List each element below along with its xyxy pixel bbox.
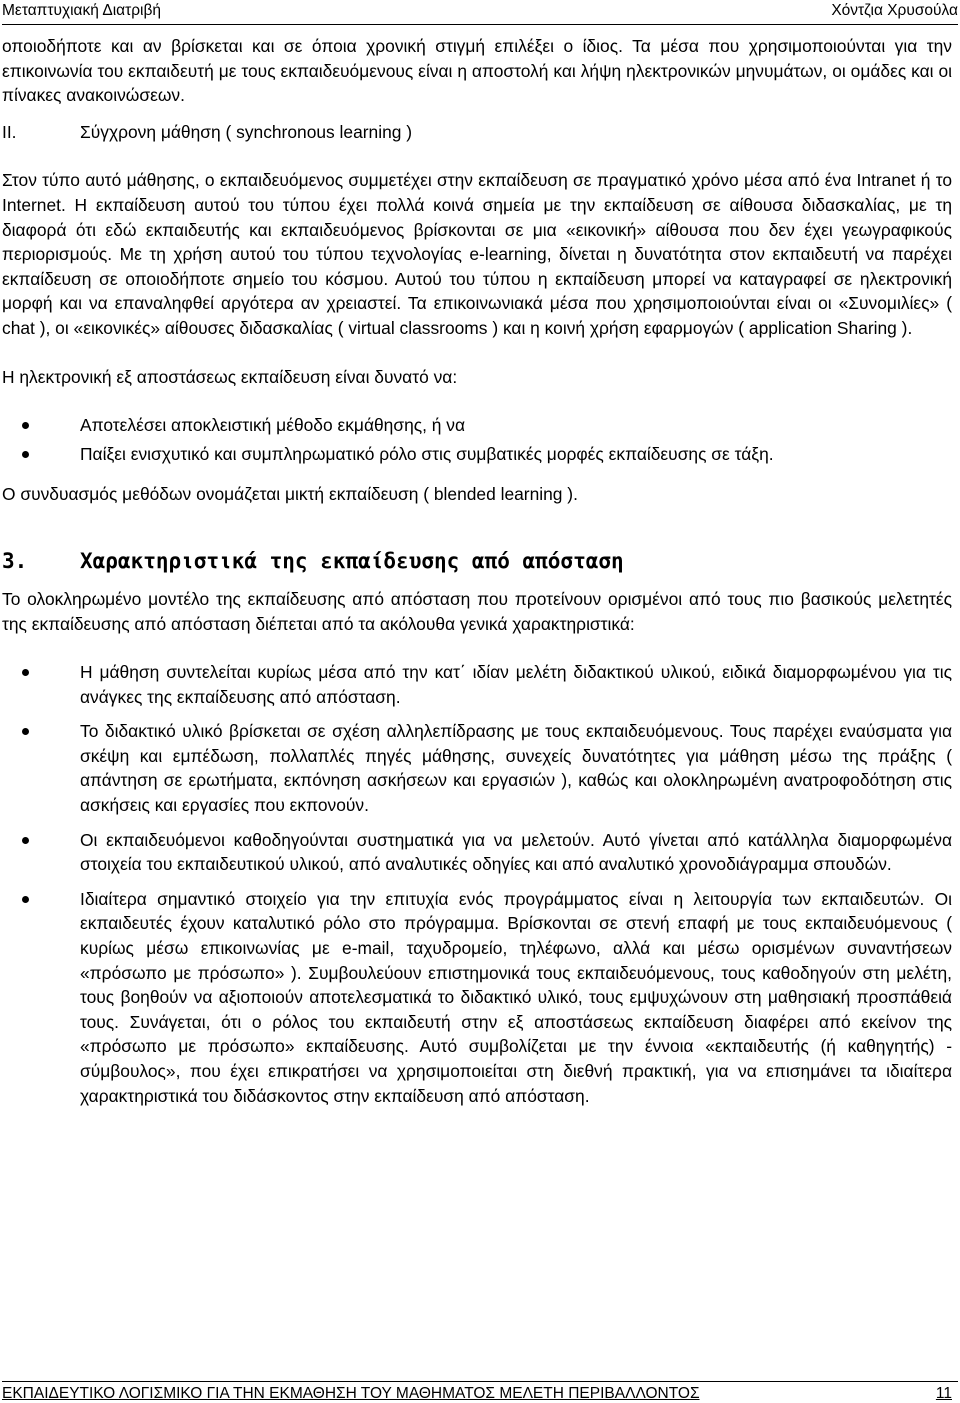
bullet-dot-icon [22,422,29,429]
list-item: Οι εκπαιδευόμενοι καθοδηγούνται συστηματικά για να μελετούν. Αυτό γίνεται από κατάλληλα διαμορφωμένα στοιχεία του εκπαιδευτικού υλικού, από αναλυτικές οδηγίες και από αναλυτικό χρονοδιάγραμμα σπουδών. [2,828,952,877]
subsection-number: II. [2,121,17,142]
bullet-dot-icon [22,896,29,903]
header-right-text: Χόντζια Χρυσούλα [831,2,958,19]
footer-title: ΕΚΠΑΙΔΕΥΤΙΚΟ ΛΟΓΙΣΜΙΚΟ ΓΙΑ ΤΗΝ ΕΚΜΑΘΗΣΗ ΤΟΥ ΜΑΘΗΜΑΤΟΣ ΜΕΛΕΤΗ ΠΕΡΙΒΑΛΛΟΝΤΟΣ [2,1385,700,1402]
blended-sentence: Ο συνδυασμός μεθόδων ονομάζεται μικτή εκπαίδευση ( blended learning ). [2,484,578,505]
sync-paragraph: Στον τύπο αυτό μάθησης, ο εκπαιδευόμενος συμμετέχει στην εκπαίδευση σε πραγματικό χρόνο μέσα από ένα Intranet ή το Internet. Η εκπαίδευση αυτού του τύπου έχει πολλά κοινά σημεία με την εκπαίδευση σε αίθουσα διδασκαλίας, με τη διαφορά ότι εδώ εκπαιδευτής και εκπαιδευόμενος βρίσκονται σε μια «εικονική» αίθουσα που δεν έχει γεωγραφικούς περιορισμούς. Με τη χρήση αυτού του τύπου τεχνολογίας e-learning, δίνεται η δυνατότητα στον εκπαιδευτή να παρέχει εκπαίδευση σε οποιοδήποτε σημείο του κόσμου. Αυτού του τύπου η εκπαίδευση μπορεί να καταγραφεί σε ηλεκτρονική μορφή και να επαναληφθεί αργότερα αν χρειαστεί. Τα επικοινωνιακά μέσα που χρησιμοποιούνται είναι οι «Συνομιλίες» ( chat ), οι «εικονικές» αίθουσες διδασκαλίας ( virtual classrooms ) και η κοινή χρήση εφαρμογών ( application Sharing ). [2,170,952,338]
characteristics-list [2,660,952,1108]
capability-intro: Η ηλεκτρονική εξ αποστάσεως εκπαίδευση είναι δυνατό να: [2,366,458,387]
section-intro-paragraph: Το ολοκληρωμένο μοντέλο της εκπαίδευσης από απόσταση που προτείνουν ορισμένοι από τους πιο βασικούς μελετητές της εκπαίδευσης από απόσταση διέπεται από τα ακόλουθα γενικά χαρακτηριστικά: [2,588,952,634]
page-header [2,0,958,25]
list-item: Η μάθηση συντελείται κυρίως μέσα από την κατ΄ ιδίαν μελέτη διδακτικού υλικού, ειδικά διαμορφωμένου για τις ανάγκες της εκπαίδευσης από απόσταση. [2,660,952,709]
capability-list [2,413,952,466]
section-number: 3. [2,548,28,573]
section-heading [2,547,952,575]
section-title: Χαρακτηριστικά της εκπαίδευσης από απόσταση [80,548,624,573]
bullet-dot-icon [22,451,29,458]
page-content [2,34,952,1118]
page-footer [2,1381,958,1402]
bullet-dot-icon [22,728,29,735]
bullet-dot-icon [22,669,29,676]
list-item: Το διδακτικό υλικό βρίσκεται σε σχέση αλληλεπίδρασης με τους εκπαιδευόμενους. Τους παρέχει εναύσματα για σκέψη και εμπέδωση, πολλαπλές πηγές μάθησης, συνεχείς δυνατότητες για μάθηση μέσω της πράξης ( απάντηση σε ερωτήματα, εκπόνηση ασκήσεων και εργασιών ), καθώς και ολοκληρωμένη ανατροφοδότηση στις ασκήσεις και εργασίες που εκπονούν. [2,719,952,817]
subsection-title: Σύγχρονη μάθηση ( synchronous learning ) [80,121,413,142]
header-left-text: Μεταπτυχιακή Διατριβή [2,2,162,19]
subsection-heading [2,120,952,145]
bullet-dot-icon [22,837,29,844]
intro-paragraph: οποιοδήποτε και αν βρίσκεται και σε όποια χρονική στιγμή επιλέξει ο ίδιος. Τα μέσα που χρησιμοποιούνται για την επικοινωνία του εκπαιδευτή με τους εκπαιδευόμενους είναι η αποστολή και λήψη ηλεκτρονικών μηνυμάτων, οι ομάδες και οι πίνακες ανακοινώσεων. [2,36,952,106]
list-item: Αποτελέσει αποκλειστική μέθοδο εκμάθησης, ή να [2,413,952,438]
list-item: Ιδιαίτερα σημαντικό στοιχείο για την επιτυχία ενός προγράμματος είναι η λειτουργία των εκπαιδευτών. Οι εκπαιδευτές έχουν καταλυτικό ρόλο στο πρόγραμμα. Βρίσκονται σε στενή επαφή με τους εκπαιδευόμενους ( κυρίως μέσω επικοινωνίας με e-mail, ταχυδρομείο, τηλέφωνο, αλλά και μέσω ορισμένων συναντήσεων «πρόσωπο με πρόσωπο» ). Συμβουλεύουν επιστημονικά τους εκπαιδευόμενους, τους καθοδηγούν στη μελέτη, τους βοηθούν να αξιοποιούν αποτελεσματικά το διδακτικό υλικό, τους εμψυχώνουν στη μαθησιακή προσπάθειά τους. Συνάγεται, ότι ο ρόλος του εκπαιδευτή στην εξ αποστάσεως εκπαίδευση διαφέρει από εκείνον της «πρόσωπο με πρόσωπο» εκπαίδευσης. Αυτό συμβολίζεται με την έννοια «εκπαιδευτής (ή καθηγητής) - σύμβουλος», που έχει επικρατήσει να χρησιμοποιείται στη διεθνή πρακτική, για να επισημάνει τα ιδιαίτερα χαρακτηριστικά του διδάσκοντος στην εκπαίδευση από απόσταση. [2,887,952,1108]
page-number: 11 [935,1385,952,1402]
list-item: Παίξει ενισχυτικό και συμπληρωματικό ρόλο στις συμβατικές μορφές εκπαίδευσης σε τάξη. [2,442,952,467]
